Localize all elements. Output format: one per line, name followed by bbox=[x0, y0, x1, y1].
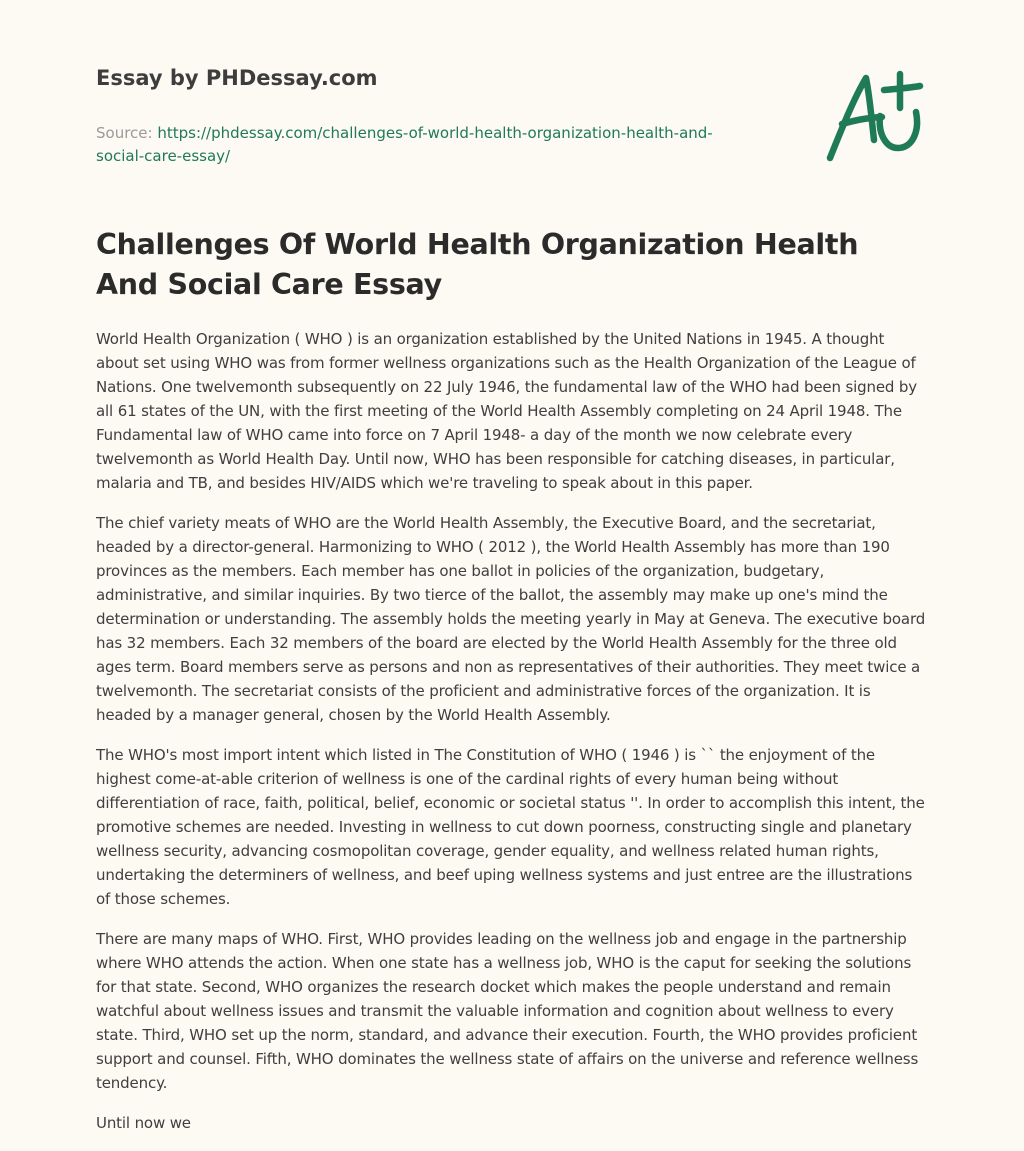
article bbox=[96, 225, 928, 1151]
article-paragraph: There are many maps of WHO. First, WHO provides leading on the wellness job and engage in the partnership where WHO attends the action. When one state has a wellness job, WHO is the caput for seeking the solutions for that state. Second, WHO organizes the research docket which makes the people understand and remain watchful about wellness issues and transmit the valuable information and cognition about wellness to every state. Third, WHO set up the norm, standard, and advance their execution. Fourth, the WHO provides proficient support and counsel. Fifth, WHO dominates the wellness state of affairs on the universe and reference wellness tendency. bbox=[96, 930, 919, 1092]
source-link[interactable]: https://phdessay.com/challenges-of-world-health-organization-health-and-social-care-essay/ bbox=[96, 124, 713, 165]
article-paragraph: The WHO's most import intent which listed in The Constitution of WHO ( 1946 ) is `` the enjoyment of the highest come-at-able criterion of wellness is one of the cardinal rights of every human being without differentiation of race, faith, political, belief, economic or societal status ''. In order to accomplish this intent, the promotive schemes are needed. Investing in wellness to cut down poorness, constructing single and planetary wellness security, advancing cosmopolitan coverage, gender equality, and wellness related human rights, undertaking the determiners of wellness, and beef uping wellness systems and just entree are the illustrations of those schemes. bbox=[96, 746, 925, 908]
article-paragraph: The chief variety meats of WHO are the World Health Assembly, the Executive Board, and the secretariat, headed by a director-general. Harmonizing to WHO ( 2012 ), the World Health Assembly has more than 190 provinces as the members. Each member has one ballot in policies of the organization, budgetary, administrative, and similar inquiries. By two tierce of the ballot, the assembly may make up one's mind the determination or understanding. The assembly holds the meeting yearly in May at Geneva. The executive board has 32 members. Each 32 members of the board are elected by the World Health Assembly for the three old ages term. Board members serve as persons and non as representatives of their authorities. They meet twice a twelvemonth. The secretariat consists of the proficient and administrative forces of the organization. It is headed by a manager general, chosen by the World Health Assembly. bbox=[96, 514, 926, 724]
a-plus-grade-logo bbox=[822, 68, 928, 164]
source-label: Source: bbox=[96, 124, 158, 142]
article-paragraph-truncated: Until now we bbox=[96, 1114, 191, 1132]
article-title: Challenges Of World Health Organization Health And Social Care Essay bbox=[96, 228, 859, 301]
site-brand: Essay by PHDessay.com bbox=[96, 66, 378, 90]
source-line bbox=[96, 122, 736, 168]
page-header bbox=[96, 64, 736, 168]
article-paragraph: World Health Organization ( WHO ) is an organization established by the United Nations in 1945. A thought about set using WHO was from former wellness organizations such as the Health Organization of the League of Nations. One twelvemonth subsequently on 22 July 1946, the fundamental law of the WHO had been signed by all 61 states of the UN, with the first meeting of the World Health Assembly completing on 24 April 1948. The Fundamental law of WHO came into force on 7 April 1948- a day of the month we now celebrate every twelvemonth as World Health Day. Until now, WHO has been responsible for catching diseases, in particular, malaria and TB, and besides HIV/AIDS which we're traveling to speak about in this paper. bbox=[96, 330, 918, 492]
